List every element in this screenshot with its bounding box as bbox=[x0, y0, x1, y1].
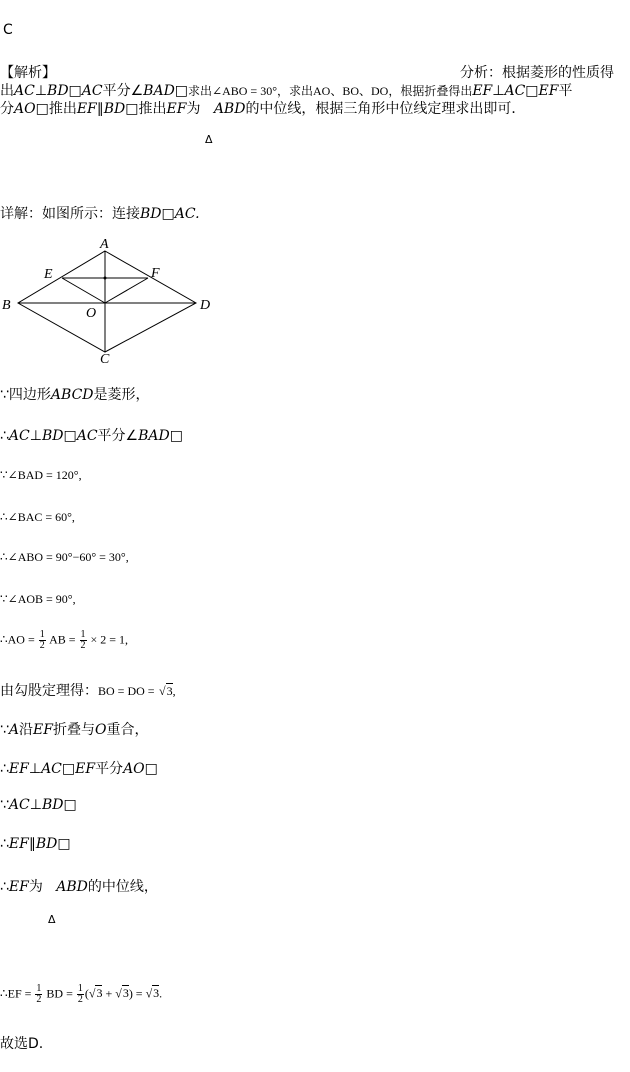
analysis-header: 【解析】 bbox=[0, 65, 56, 81]
detail-line: 详解：如图所示：连接BD□AC. bbox=[0, 206, 200, 222]
step-11: ∵AC⊥BD□ bbox=[0, 797, 77, 813]
step-1: ∵四边形ABCD是菱形， bbox=[0, 387, 150, 403]
midpoint-dot bbox=[104, 277, 107, 280]
box-glyph: □ bbox=[144, 761, 158, 777]
step-3: ∵∠BAD = 120°, bbox=[0, 468, 82, 482]
step-14: ∴EF = $\frac{1}{2}$ BD = $\frac{1}{2}$ (√3 + √3) = √3. bbox=[0, 983, 163, 1005]
step-4: ∴∠BAC = 60°, bbox=[0, 510, 75, 524]
label-d: D bbox=[200, 298, 211, 313]
answer-text: C bbox=[3, 22, 13, 38]
box-glyph: □ bbox=[125, 101, 139, 117]
label-o: O bbox=[86, 306, 97, 321]
step-9: ∵A沿EF折叠与O重合， bbox=[0, 722, 149, 738]
analysis-line-2: 出AC⊥BD□AC平分∠BAD□求出∠ABO = 30°，求出AO、BO、DO，根据折叠得出EF⊥AC□EF平 bbox=[0, 83, 573, 99]
step-6: ∵∠AOB = 90°, bbox=[0, 592, 76, 606]
triangle-mark: Δ bbox=[48, 913, 56, 926]
box-glyph: □ bbox=[174, 83, 189, 99]
box-glyph: □ bbox=[525, 83, 539, 99]
label-a: A bbox=[100, 237, 109, 252]
step-2: ∴AC⊥BD□AC平分∠BAD□ bbox=[0, 428, 183, 444]
step-5: ∴∠ABO = 90°−60° = 30°, bbox=[0, 550, 129, 564]
triangle-mark: Δ bbox=[205, 133, 213, 146]
segment-fo bbox=[105, 278, 148, 303]
label-b: B bbox=[2, 298, 11, 313]
box-glyph: □ bbox=[169, 428, 183, 444]
label-c: C bbox=[100, 352, 110, 365]
box-glyph: □ bbox=[63, 797, 77, 813]
step-7: ∴AO = $\frac{1}{2}$ AB = $\frac{1}{2}$ × 2 = 1, bbox=[0, 629, 129, 651]
final-answer: 故选D. bbox=[0, 1036, 44, 1052]
label-f: F bbox=[151, 266, 160, 281]
step-13: ∴EF为 ABD的中位线， bbox=[0, 879, 158, 895]
step-12: ∴EF∥BD□ bbox=[0, 836, 71, 852]
segment-eo bbox=[62, 278, 105, 303]
rhombus-figure bbox=[0, 235, 220, 365]
step-8: 由勾股定理得：BO = DO = √3, bbox=[0, 683, 176, 699]
box-glyph: □ bbox=[57, 836, 71, 852]
box-glyph: □ bbox=[68, 83, 82, 99]
box-glyph: □ bbox=[35, 101, 49, 117]
analysis-intro: 分析：根据菱形的性质得 bbox=[460, 65, 614, 81]
box-glyph: □ bbox=[161, 206, 175, 222]
box-glyph: □ bbox=[63, 428, 77, 444]
step-10: ∴EF⊥AC□EF平分AO□ bbox=[0, 761, 158, 777]
box-glyph: □ bbox=[61, 761, 76, 777]
analysis-line-3: 分AO□推出EF∥BD□推出EF为 ABD的中位线，根据三角形中位线定理求出即可． bbox=[0, 101, 526, 117]
label-e: E bbox=[44, 267, 53, 282]
